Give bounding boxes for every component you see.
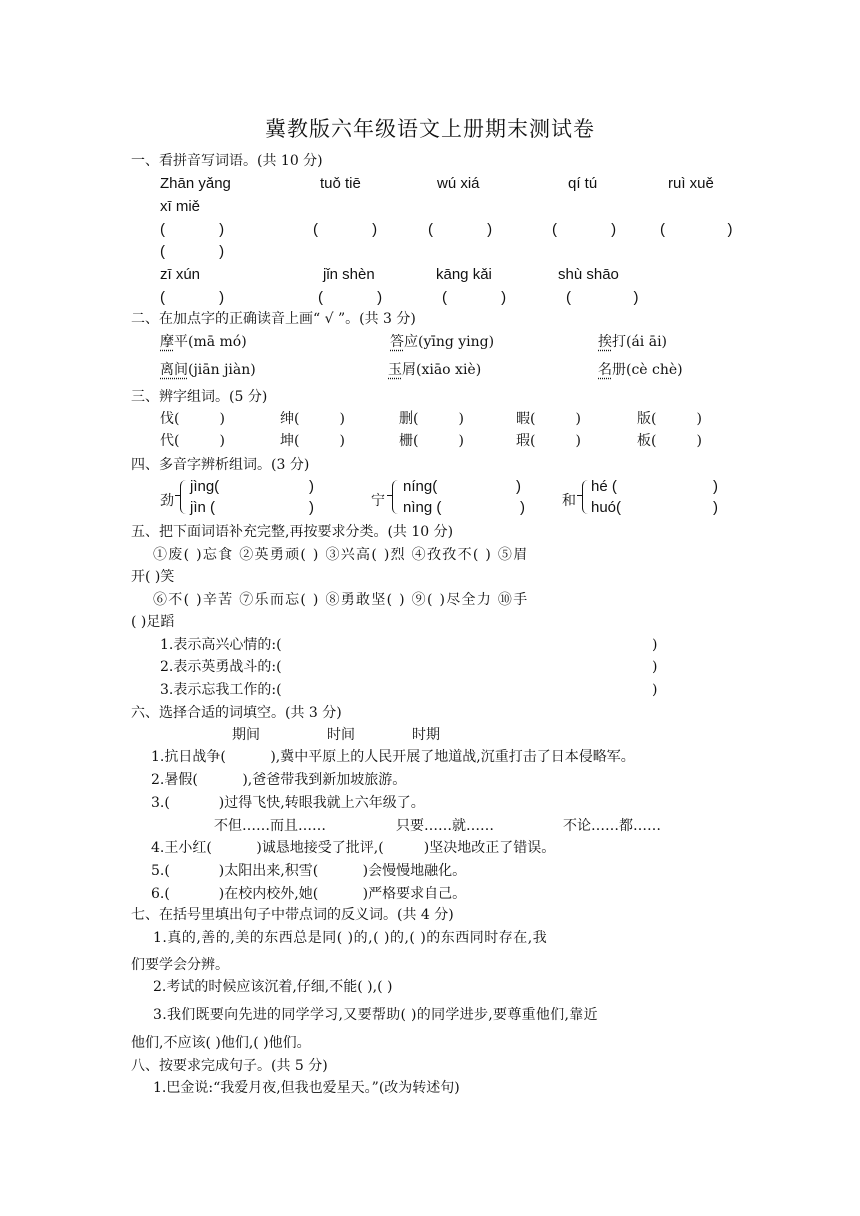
- answer-blank[interactable]: ( ): [313, 221, 378, 238]
- classify-question-3: 3.表示忘我工作的:(: [160, 682, 282, 698]
- section-1-heading: 一、看拼音写词语。(共 10 分): [131, 153, 323, 169]
- reading-he: hé (: [591, 478, 617, 495]
- reading-item-2[interactable]: 答应(yīng ying): [390, 334, 495, 350]
- close-paren: ): [520, 499, 525, 516]
- reading-jing: jìng(: [190, 478, 220, 495]
- section-3-heading: 三、辨字组词。(5 分): [131, 389, 268, 405]
- antonym-question-1: 1.真的,善的,美的东西总是同( )的,( )的,( )的东西同时存在,我: [153, 930, 548, 946]
- close-paren: ): [516, 478, 521, 495]
- answer-blank[interactable]: ( ): [318, 289, 383, 306]
- char-group-9[interactable]: 瑕( ): [516, 433, 581, 449]
- brace-3: [582, 480, 591, 514]
- pinyin-6: xī miě: [160, 198, 201, 215]
- char-group-6[interactable]: 代( ): [160, 433, 225, 449]
- pinyin-7: zī xún: [160, 266, 201, 283]
- char-group-5[interactable]: 版( ): [637, 411, 702, 427]
- conj-option-2: 只要……就……: [396, 818, 494, 834]
- close-paren: ): [652, 682, 658, 698]
- idiom-line-1b: 开( )笑: [131, 569, 175, 585]
- close-paren: ): [652, 659, 658, 675]
- conj-option-1: 不但……而且……: [214, 818, 326, 834]
- reading-item-4[interactable]: 离间(jiān jiàn): [160, 362, 256, 378]
- polyphone-char-2: 宁: [371, 493, 385, 509]
- fill-question-5: 5.( )太阳出来,积雪( )会慢慢地融化。: [151, 863, 467, 879]
- answer-blank[interactable]: ( ): [428, 221, 493, 238]
- fill-question-6: 6.( )在校内校外,她( )严格要求自己。: [151, 886, 467, 902]
- char-group-2[interactable]: 绅( ): [280, 411, 345, 427]
- antonym-question-2: 2.考试的时候应该沉着,仔细,不能( ),( ): [153, 979, 393, 995]
- pinyin-9: kāng kǎi: [436, 266, 492, 283]
- pinyin-2: tuǒ tiē: [320, 175, 361, 192]
- reading-item-1[interactable]: 摩平(mā mó): [160, 334, 247, 350]
- reading-item-3[interactable]: 挨打(ái āi): [598, 334, 668, 350]
- pinyin-3: wú xiá: [437, 175, 480, 192]
- reading-ning-4: nìng (: [403, 499, 442, 516]
- section-8-heading: 八、按要求完成句子。(共 5 分): [131, 1058, 328, 1074]
- close-paren: ): [713, 478, 718, 495]
- char-group-3[interactable]: 删( ): [399, 411, 464, 427]
- reading-item-6[interactable]: 名册(cè chè): [598, 362, 683, 378]
- antonym-question-3: 3.我们既要向先进的同学学习,又要帮助( )的同学进步,要尊重他们,靠近: [153, 1007, 598, 1023]
- reading-jin: jìn (: [190, 499, 216, 516]
- close-paren: ): [652, 637, 658, 653]
- pinyin-5: ruì xuě: [668, 175, 714, 192]
- char-group-7[interactable]: 坤( ): [280, 433, 345, 449]
- answer-blank[interactable]: ( ): [160, 243, 225, 260]
- char-group-1[interactable]: 伐( ): [160, 411, 225, 427]
- pinyin-1: Zhān yǎng: [160, 175, 231, 192]
- close-paren: ): [713, 499, 718, 516]
- answer-blank[interactable]: ( ): [442, 289, 507, 306]
- section-4-heading: 四、多音字辨析组词。(3 分): [131, 457, 310, 473]
- section-6-heading: 六、选择合适的词填空。(共 3 分): [131, 705, 342, 721]
- answer-blank[interactable]: ( ): [660, 221, 733, 238]
- idiom-line-2: ⑥不( )辛苦 ⑦乐而忘( ) ⑧勇敢坚( ) ⑨( )尽全力 ⑩手: [153, 592, 529, 608]
- idiom-line-2b: ( )足蹈: [131, 614, 175, 630]
- classify-question-1: 1.表示高兴心情的:(: [160, 637, 282, 653]
- answer-blank[interactable]: ( ): [160, 289, 225, 306]
- word-option-1: 期间: [232, 727, 260, 743]
- section-2-heading: 二、在加点字的正确读音上画“ √ ”。(共 3 分): [131, 311, 416, 327]
- page-title: 冀教版六年级语文上册期末测试卷: [265, 117, 595, 141]
- classify-question-2: 2.表示英勇战斗的:(: [160, 659, 282, 675]
- reading-ning: níng(: [403, 478, 438, 495]
- answer-blank[interactable]: ( ): [552, 221, 617, 238]
- pinyin-10: shù shāo: [558, 266, 619, 283]
- section-5-heading: 五、把下面词语补充完整,再按要求分类。(共 10 分): [131, 524, 454, 540]
- word-option-3: 时期: [412, 727, 440, 743]
- idiom-line-1: ①废( )忘食 ②英勇顽( ) ③兴高( )烈 ④孜孜不( ) ⑤眉: [153, 547, 529, 563]
- char-group-4[interactable]: 暇( ): [516, 411, 581, 427]
- fill-question-2: 2.暑假( ),爸爸带我到新加坡旅游。: [151, 772, 407, 788]
- char-group-10[interactable]: 板( ): [637, 433, 702, 449]
- antonym-question-3b: 他们,不应该( )他们,( )他们。: [131, 1035, 311, 1051]
- antonym-question-1b: 们要学会分辨。: [131, 957, 229, 973]
- char-group-8[interactable]: 栅( ): [399, 433, 464, 449]
- fill-question-4: 4.王小红( )诚恳地接受了批评,( )坚决地改正了错误。: [151, 840, 556, 856]
- close-paren: ): [309, 499, 314, 516]
- section-7-heading: 七、在括号里填出句子中带点词的反义词。(共 4 分): [131, 907, 454, 923]
- brace-1: [180, 480, 189, 514]
- pinyin-4: qí tú: [568, 175, 598, 192]
- word-option-2: 时间: [327, 727, 355, 743]
- reading-huo: huó(: [591, 499, 622, 516]
- fill-question-3: 3.( )过得飞快,转眼我就上六年级了。: [151, 795, 425, 811]
- reading-item-5[interactable]: 玉屑(xiāo xiè): [388, 362, 482, 378]
- fill-question-1: 1.抗日战争( ),冀中平原上的人民开展了地道战,沉重打击了日本侵略军。: [151, 749, 635, 765]
- pinyin-8: jǐn shèn: [323, 266, 375, 283]
- polyphone-char-3: 和: [562, 493, 576, 509]
- answer-blanks-row1[interactable]: ( ): [160, 221, 225, 238]
- brace-2: [392, 480, 401, 514]
- close-paren: ): [309, 478, 314, 495]
- conj-option-3: 不论……都……: [563, 818, 661, 834]
- polyphone-char-1: 劲: [160, 493, 174, 509]
- sentence-question-1: 1.巴金说:“我爱月夜,但我也爱星天。”(改为转述句): [153, 1080, 460, 1096]
- answer-blank[interactable]: ( ): [566, 289, 639, 306]
